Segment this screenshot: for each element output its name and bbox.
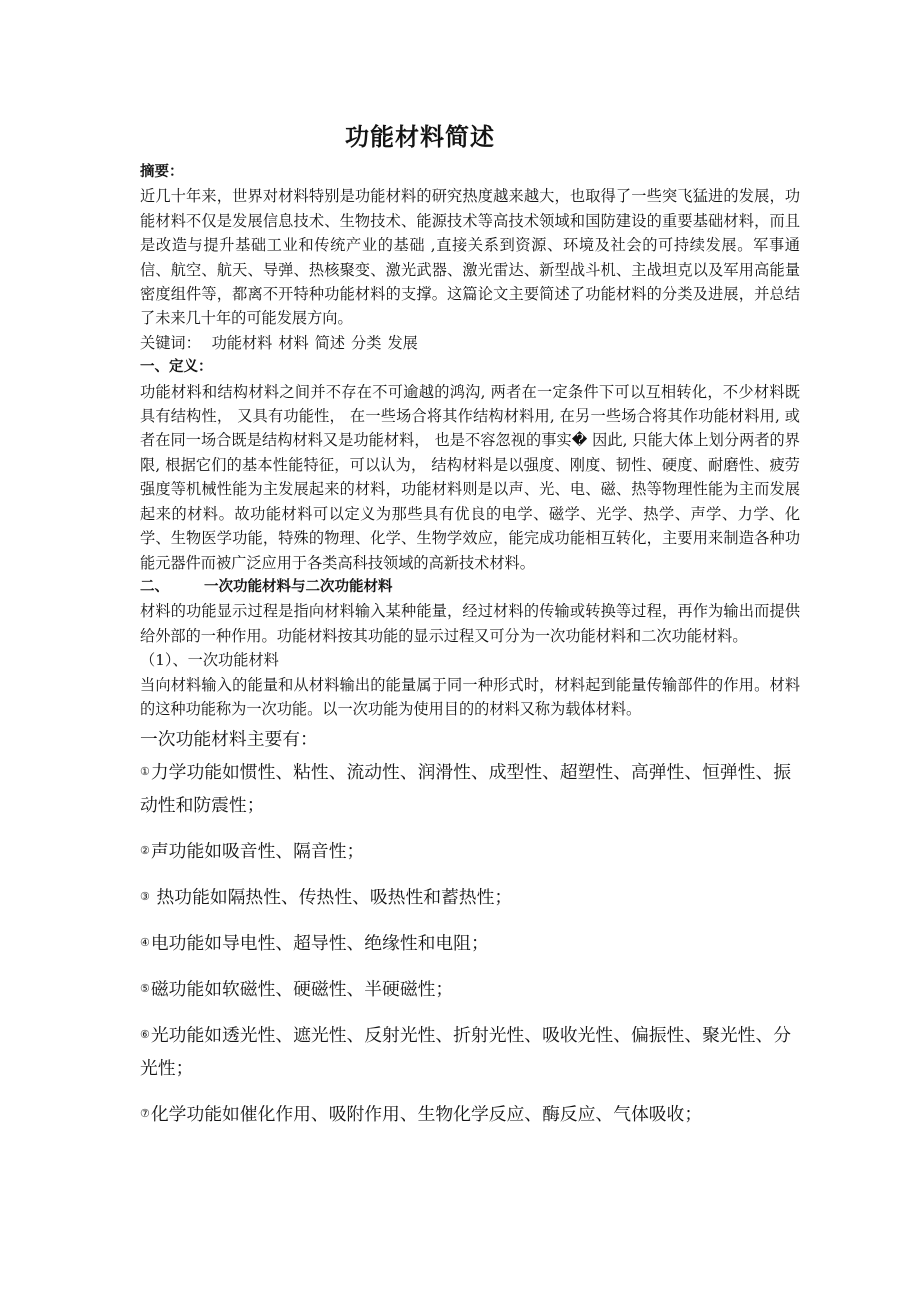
list-item [140, 1097, 800, 1143]
keywords-label: 关键词： [140, 333, 201, 352]
keyword: 功能材料 [211, 333, 273, 352]
list-item-text: 光功能如透光性、遮光性、反射光性、折射光性、吸收光性、偏振性、聚光性、分光性； [140, 1025, 792, 1080]
keywords-line [140, 331, 800, 355]
list-item [140, 880, 800, 926]
list-item-text: 声功能如吸音性、隔音性； [150, 841, 365, 863]
subsection1-text: 当向材料输入的能量和从材料输出的能量属于同一种形式时，材料起到能量传输部件的作用。材料的这种功能称为一次功能。以一次功能为使用目的的材料又称为载体材料。 [140, 675, 800, 718]
section2-heading: 一次功能材料与二次功能材料 [204, 578, 393, 595]
list-item [140, 834, 800, 880]
keyword: 发展 [387, 333, 418, 352]
list-item [140, 926, 800, 972]
list-item-text: 热功能如隔热性、传热性、吸热性和蓄热性； [150, 887, 513, 909]
abstract-text: 近几十年来，世界对材料特别是功能材料的研究热度越来越大，也取得了一些突飞猛进的发展，功能材料不仅是发展信息技术、生物技术、能源技术等高技术领域和国防建设的重要基础材料，而且是改造与提升基础工业和传统产业的基础 ,直接关系到资源、环境及社会的可持续发展。军事通信、航空、航天、导弹、热核聚变、激光武器、激光雷达、新型战斗机、主战坦克以及军用高能量密度组件等，都离不开特种功能材料的支撑。这篇论文主要简述了功能材料的分类及进展，并总结了未来几十年的可能发展方向。 [140, 187, 800, 328]
list-marker: ③ [140, 890, 150, 904]
list-marker: ⑦ [140, 1107, 150, 1121]
document-title: 功能材料简述 [345, 123, 495, 151]
abstract-heading: 摘要： [140, 164, 184, 180]
subsection1-heading: （1）、一次功能材料 [140, 651, 279, 670]
section1-heading: 一、定义： [140, 359, 213, 376]
keyword: 材料 [278, 333, 309, 352]
list-marker: ④ [140, 936, 150, 950]
list-marker: ⑤ [140, 982, 150, 996]
list-marker: ⑥ [140, 1028, 150, 1042]
list-marker: ② [140, 844, 150, 858]
list-marker: ① [140, 765, 150, 779]
document-body [140, 160, 800, 1143]
keyword: 分类 [351, 333, 382, 352]
list-item-text: 力学功能如惯性、粘性、流动性、润滑性、成型性、超塑性、高弹性、恒弹性、振动性和防震性； [140, 762, 792, 817]
section2-number: 二、 [140, 578, 169, 595]
list-intro: 一次功能材料主要有： [140, 729, 318, 751]
list-item [140, 972, 800, 1018]
section2-heading-line [140, 575, 800, 599]
list-item-text: 磁功能如软磁性、硬磁性、半硬磁性； [150, 979, 454, 1001]
list-item [140, 755, 800, 834]
section1-text: 功能材料和结构材料之间并不存在不可逾越的鸿沟, 两者在一定条件下可以互相转化，不少材料既具有结构性， 又具有功能性， 在一些场合将其作结构材料用, 在另一些场合将其作功能材料用, 或者在同一场合既是结构材料又是功能材料， 也是不容忽视的事实� 因此, 只能大体上划分两者的界限, 根据它们的基本性能特征，可以认为， 结构材料是以强度、刚度、韧性、硬度、耐磨性、疲劳强度等机械性能为主发展起来的材料，功能材料则是以声、光、电、磁、热等物理性能为主而发展起来的材料。故功能材料可以定义为那些具有优良的电学、磁学、光学、热学、声学、力学、化学、生物医学功能，特殊的物理、化学、生物学效应，能完成功能相互转化，主要用来制造各种功能元器件而被广泛应用于各类高科技领域的高新技术材料。 [140, 382, 800, 572]
section2-text: 材料的功能显示过程是指向材料输入某种能量，经过材料的传输或转换等过程，再作为输出而提供给外部的一种作用。功能材料按其功能的显示过程又可分为一次功能材料和二次功能材料。 [140, 602, 800, 645]
list-item-text: 化学功能如催化作用、吸附作用、生物化学反应、酶反应、气体吸收； [150, 1104, 703, 1126]
keyword: 简述 [314, 333, 346, 352]
list-item-text: 电功能如导电性、超导性、绝缘性和电阻； [150, 933, 489, 955]
list-item [140, 1018, 800, 1097]
